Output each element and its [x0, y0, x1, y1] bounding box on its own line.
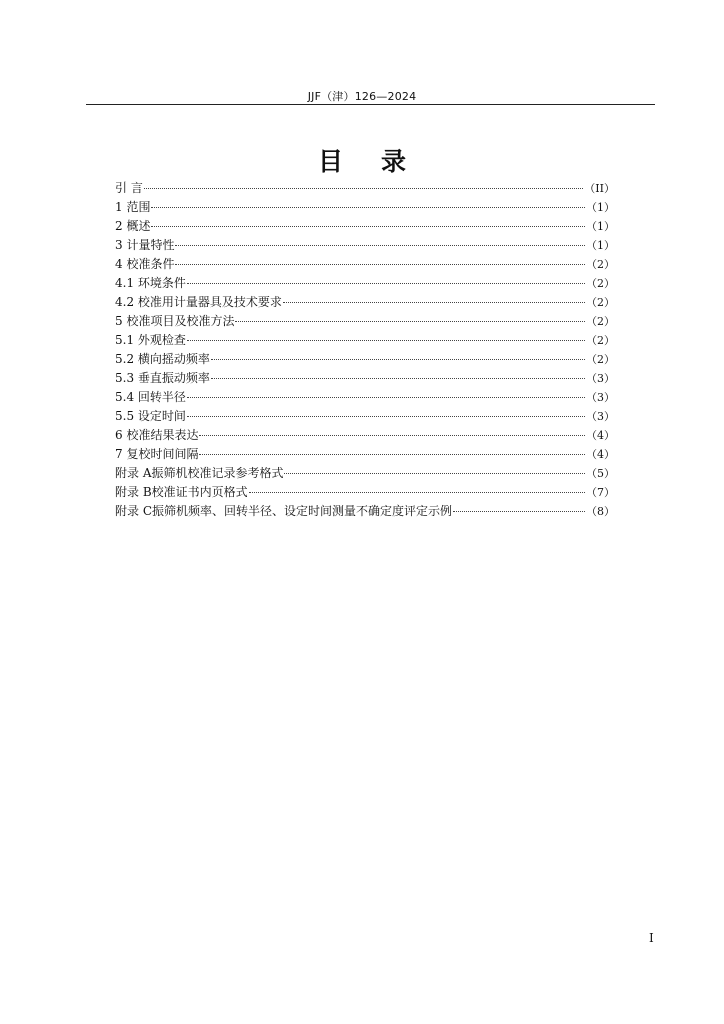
- toc-entry[interactable]: [115, 407, 615, 426]
- toc-entry-label: 2 概述: [115, 219, 151, 233]
- toc-entry-page: （3）: [586, 391, 615, 404]
- toc-dot-leader: [235, 321, 585, 322]
- toc-entry[interactable]: [115, 217, 615, 236]
- toc-entry-label: 5.1 外观检查: [115, 333, 186, 347]
- toc-entry-page: （2）: [586, 277, 615, 290]
- toc-entry-page: （2）: [586, 315, 615, 328]
- toc-entry[interactable]: [115, 445, 615, 464]
- toc-entry-page: （2）: [586, 258, 615, 271]
- toc-entry-label: 4.1 环境条件: [115, 276, 186, 290]
- page-title: 目录: [317, 147, 444, 176]
- toc-entry-page: （1）: [586, 201, 615, 214]
- table-of-contents: [115, 179, 615, 521]
- toc-entry-page: （2）: [586, 296, 615, 309]
- toc-dot-leader: [187, 397, 585, 398]
- toc-entry[interactable]: [115, 331, 615, 350]
- toc-dot-leader: [199, 454, 585, 455]
- toc-entry-label: 5 校准项目及校准方法: [115, 314, 235, 328]
- toc-entry[interactable]: [115, 236, 615, 255]
- toc-entry-page: （5）: [586, 467, 615, 480]
- toc-entry[interactable]: [115, 293, 615, 312]
- toc-dot-leader: [199, 435, 585, 436]
- toc-entry-label: 1 范围: [115, 200, 151, 214]
- toc-dot-leader: [283, 302, 585, 303]
- header-divider: [86, 104, 655, 105]
- toc-dot-leader: [284, 473, 585, 474]
- toc-dot-leader: [144, 188, 583, 189]
- toc-entry-page: （3）: [586, 372, 615, 385]
- toc-dot-leader: [151, 226, 585, 227]
- toc-entry[interactable]: [115, 464, 615, 483]
- toc-entry[interactable]: [115, 255, 615, 274]
- toc-entry[interactable]: [115, 369, 615, 388]
- toc-entry-page: （8）: [586, 505, 615, 518]
- toc-entry-page: （4）: [586, 429, 615, 442]
- document-code-header: JJF（津）126—2024: [307, 90, 417, 103]
- toc-entry-label: 5.3 垂直振动频率: [115, 371, 210, 385]
- toc-entry-label: 4 校准条件: [115, 257, 175, 271]
- toc-dot-leader: [151, 207, 585, 208]
- toc-dot-leader: [187, 340, 585, 341]
- toc-entry-label: 5.4 回转半径: [115, 390, 186, 404]
- toc-entry[interactable]: [115, 198, 615, 217]
- toc-entry-label: 3 计量特性: [115, 238, 175, 252]
- toc-entry-page: （3）: [586, 410, 615, 423]
- toc-dot-leader: [187, 416, 585, 417]
- toc-entry-label: 7 复校时间间隔: [115, 447, 199, 461]
- toc-dot-leader: [175, 264, 585, 265]
- toc-entry-page: （1）: [586, 220, 615, 233]
- toc-entry[interactable]: [115, 350, 615, 369]
- toc-entry-label: 4.2 校准用计量器具及技术要求: [115, 295, 282, 309]
- toc-dot-leader: [453, 511, 585, 512]
- toc-entry-page: （1）: [586, 239, 615, 252]
- toc-dot-leader: [249, 492, 585, 493]
- toc-dot-leader: [211, 359, 585, 360]
- toc-entry-label: 附录 A振筛机校准记录参考格式: [115, 466, 284, 480]
- toc-entry-page: （2）: [586, 353, 615, 366]
- toc-entry-page: （4）: [586, 448, 615, 461]
- toc-dot-leader: [175, 245, 585, 246]
- toc-entry-label: 附录 B校准证书内页格式: [115, 485, 248, 499]
- page-number: I: [649, 931, 654, 945]
- toc-entry[interactable]: [115, 274, 615, 293]
- toc-entry-page: （II）: [584, 182, 615, 195]
- toc-entry-label: 附录 C振筛机频率、回转半径、设定时间测量不确定度评定示例: [115, 504, 452, 518]
- toc-dot-leader: [211, 378, 585, 379]
- toc-entry-page: （2）: [586, 334, 615, 347]
- toc-entry-label: 6 校准结果表达: [115, 428, 199, 442]
- toc-entry-label: 引 言: [115, 181, 143, 195]
- toc-entry[interactable]: [115, 483, 615, 502]
- toc-entry-page: （7）: [586, 486, 615, 499]
- toc-dot-leader: [187, 283, 585, 284]
- toc-entry[interactable]: [115, 502, 615, 521]
- toc-entry-label: 5.2 横向摇动频率: [115, 352, 210, 366]
- toc-entry[interactable]: [115, 426, 615, 445]
- toc-entry[interactable]: [115, 312, 615, 331]
- toc-entry-label: 5.5 设定时间: [115, 409, 186, 423]
- toc-entry[interactable]: [115, 388, 615, 407]
- toc-entry[interactable]: [115, 179, 615, 198]
